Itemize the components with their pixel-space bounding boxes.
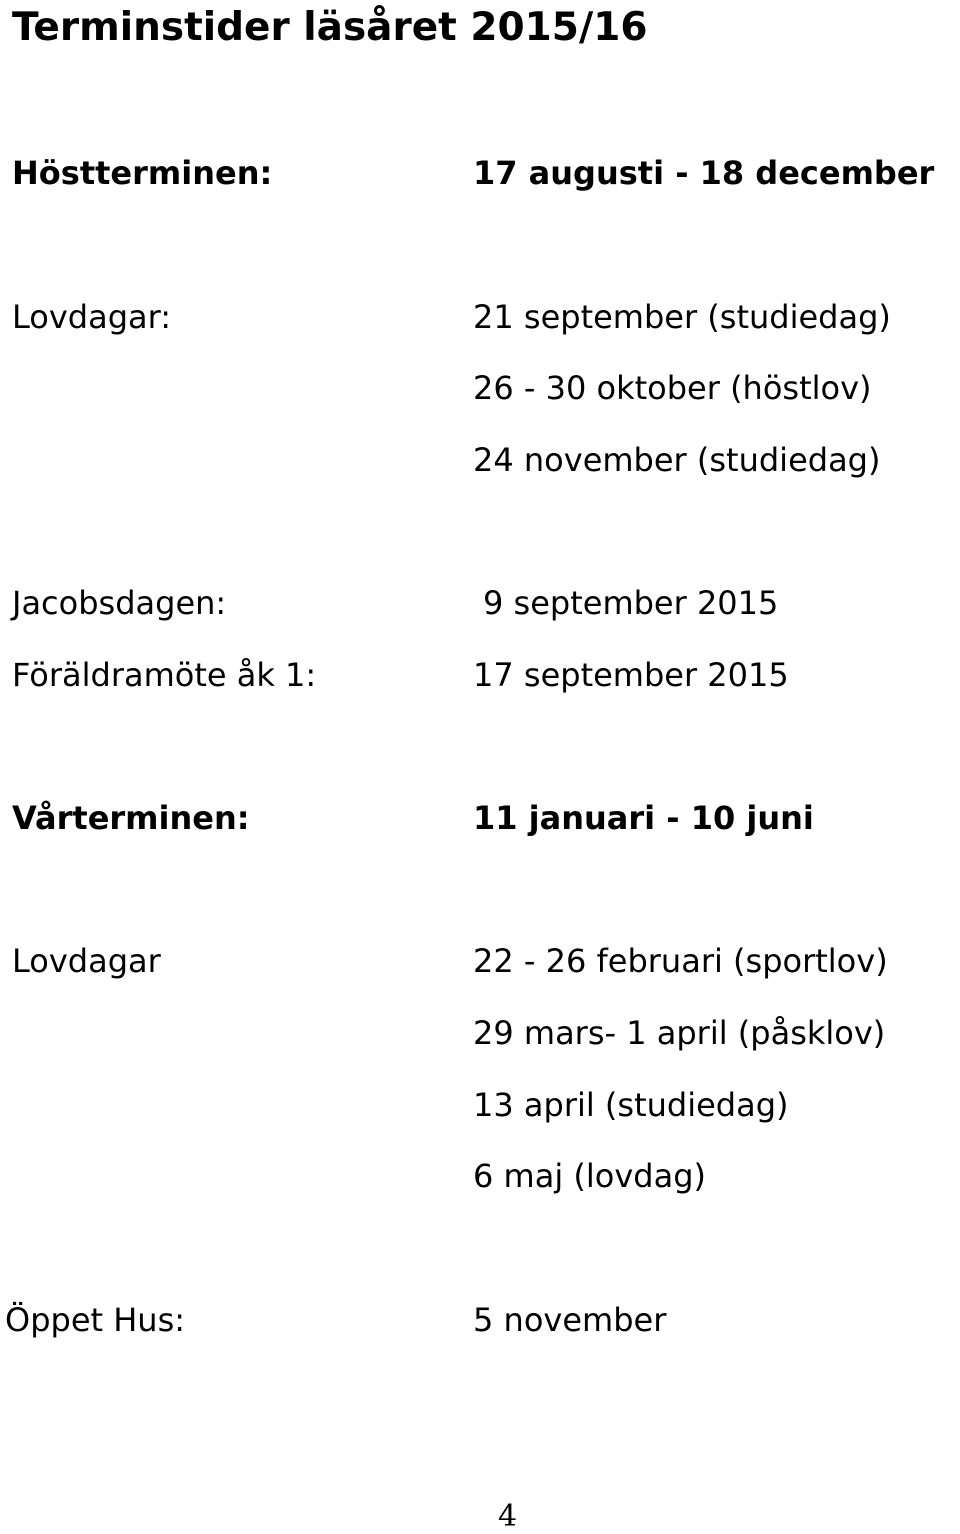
autumn-holiday-item: 24 november (studiedag) — [473, 441, 881, 479]
spring-holiday-item: 6 maj (lovdag) — [473, 1157, 706, 1195]
spring-holiday-item: 13 april (studiedag) — [473, 1086, 789, 1124]
autumn-holidays-label: Lovdagar: — [12, 298, 171, 336]
event-date: 9 september 2015 — [483, 584, 779, 622]
spring-term-label: Vårterminen: — [12, 799, 250, 837]
autumn-holiday-item: 21 september (studiedag) — [473, 298, 891, 336]
page-title: Terminstider läsåret 2015/16 — [12, 5, 648, 50]
autumn-term-dates: 17 augusti - 18 december — [473, 154, 935, 192]
event-date: 17 september 2015 — [473, 656, 789, 694]
event-label: Jacobsdagen: — [12, 584, 227, 622]
autumn-holiday-item: 26 - 30 oktober (höstlov) — [473, 369, 872, 407]
autumn-term-label: Höstterminen: — [12, 154, 273, 192]
spring-holiday-item: 22 - 26 februari (sportlov) — [473, 942, 888, 980]
spring-holiday-item: 29 mars- 1 april (påsklov) — [473, 1014, 886, 1052]
spring-term-dates: 11 januari - 10 juni — [473, 799, 814, 837]
spring-holidays-label: Lovdagar — [12, 942, 161, 980]
open-house-date: 5 november — [473, 1301, 667, 1339]
open-house-label: Öppet Hus: — [5, 1301, 186, 1339]
page-number: 4 — [498, 1499, 518, 1534]
event-label: Föräldramöte åk 1: — [12, 656, 317, 694]
